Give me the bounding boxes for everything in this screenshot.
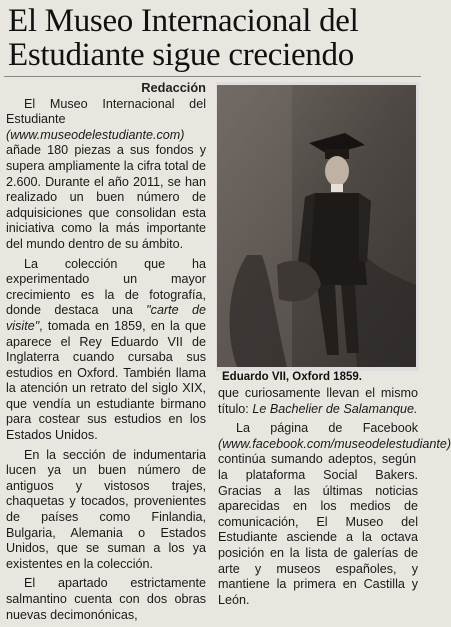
p2-text-b: , tomada en 1859, en la que aparece el Rey Eduardo VII de Inglaterra cuando cursaba sus estudios en Oxford. También llama la atención un retrato del siglo XIX, que vendía un estudiante birmano para costear sus estudios en los Estados Unidos.	[6, 318, 206, 443]
p1-text-a: El Museo Internacional del Estudiante	[6, 96, 206, 127]
headline-rule	[4, 76, 421, 77]
right-column	[218, 386, 451, 612]
paragraph-4: El apartado estrictamente salmantino cuenta con dos obras nuevas decimonónicas,	[6, 576, 206, 622]
work-title: Le Bachelier de Salamanque.	[252, 401, 418, 416]
r1-text: que curiosamente llevan el mismo título:	[218, 386, 418, 416]
student-portrait-photo	[217, 85, 416, 367]
museum-url: (www.museodelestudiante.com)	[6, 127, 185, 142]
facebook-url: (www.facebook.com/museodelestudiante)	[218, 436, 451, 451]
left-column	[6, 80, 206, 627]
paragraph-4-continued	[218, 386, 418, 417]
p1-text-b: añade 180 piezas a sus fondos y supera ampliamente la cifra total de 2.600. Durante el año 2011, se han realizado un buen número de adquisiciones que consolidan esta iniciativa como la más importante del mundo dentro de su ámbito.	[6, 143, 206, 251]
photo-caption: Eduardo VII, Oxford 1859.	[222, 371, 362, 383]
paragraph-1	[6, 97, 206, 253]
paragraph-5	[218, 421, 451, 608]
r2-text-a: La página de Facebook	[236, 421, 418, 436]
p2-text-a: La colección que ha experimentado un mayor crecimiento es la de fotografía, donde destaca una	[6, 256, 206, 318]
portrait-illustration	[217, 85, 416, 367]
headline: El Museo Internacional del Estudiante sigue creciendo	[8, 3, 359, 73]
r2-text-b: continúa sumando adeptos, según la plataforma Social Bakers. Gracias a las últimas noticias aparecidas en los medios de comunicación, El Museo del Estudiante asciende a la octava posición en la lista de galerías de arte y museos españoles, y mantiene la primera en Castilla y León.	[218, 452, 418, 607]
paragraph-2	[6, 257, 206, 444]
byline: Redacción	[141, 80, 206, 95]
carte-de-visite-quote: "carte de visite"	[6, 303, 206, 333]
paragraph-3: En la sección de indumentaria lucen ya un buen número de antiguos y vistosos trajes, chaquetas y tocados, provenientes de países como Finlandia, Bulgaria, Alemania o Estados Unidos, que se suman a los ya existentes en la colección.	[6, 447, 206, 571]
